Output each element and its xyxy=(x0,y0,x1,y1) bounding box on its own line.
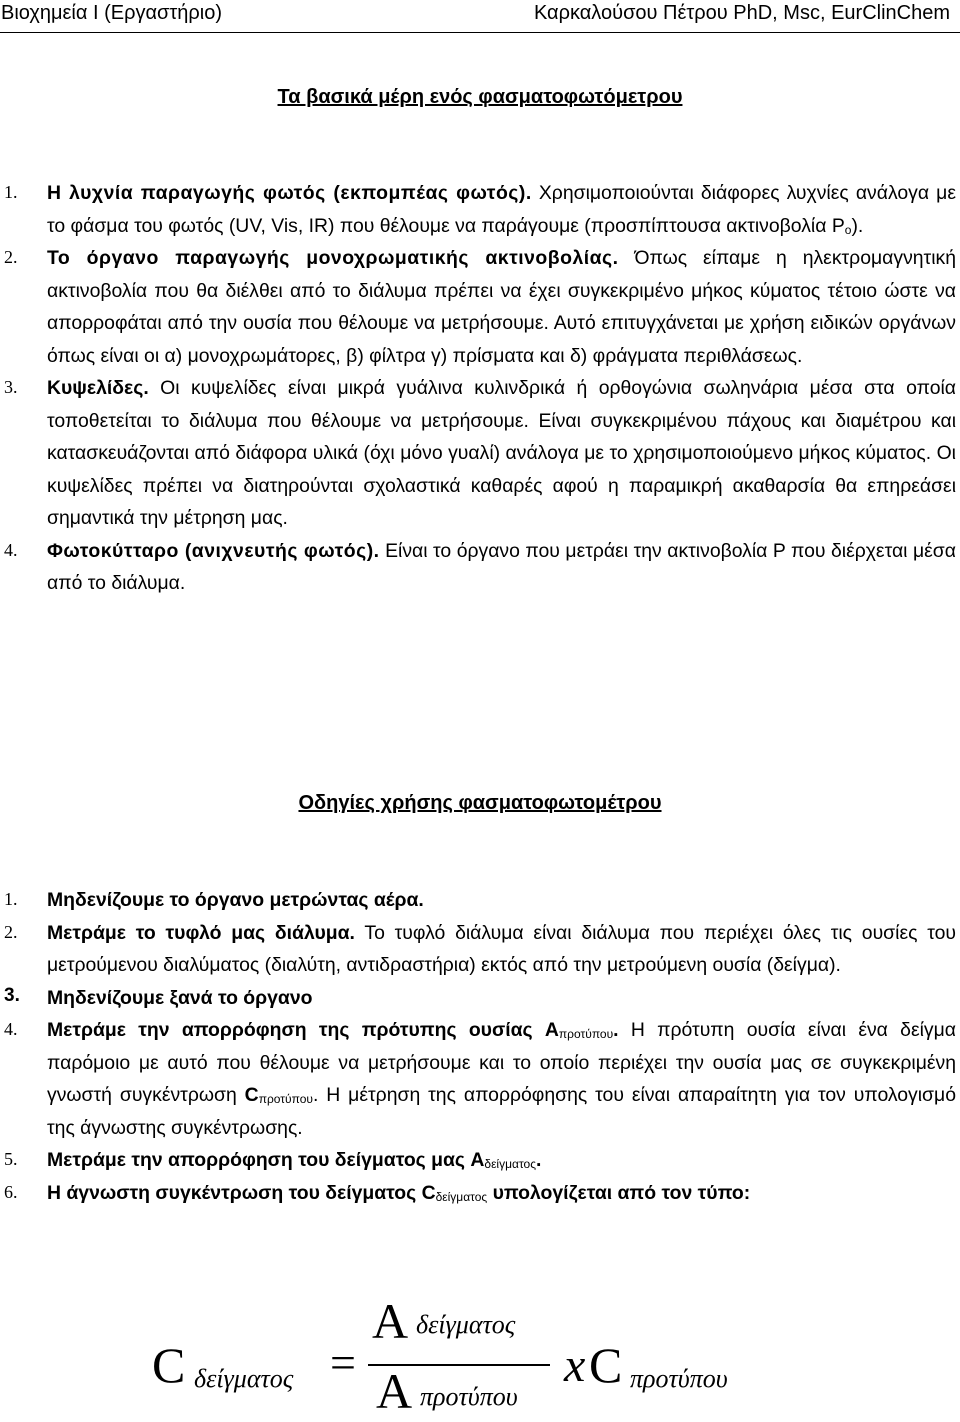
header-course: Βιοχημεία Ι (Εργαστήριο) xyxy=(1,2,223,24)
item-number: 3. xyxy=(4,984,20,1006)
formula-numerator: A xyxy=(372,1293,409,1349)
formula-equals: = xyxy=(330,1337,356,1388)
section1-title: Τα βασικά μέρη ενός φασματοφωτόμετρου xyxy=(277,86,683,108)
item-heading: Η άγνωστη συγκέντρωση του δείγματος C xyxy=(47,1181,436,1204)
item-text-sub: προτύπου xyxy=(258,1092,313,1106)
list-item xyxy=(0,177,960,242)
item-tail: . xyxy=(535,1149,542,1171)
item-sub: δείγματος xyxy=(484,1157,536,1171)
item-text: Χρησιμοποιούνται διάφορες λυχνίες ανάλογα με το φάσμα του φωτός (UV, Vis, IR) που θέλουμε να παράγουμε (προσπίπτουσα ακτινοβολία P xyxy=(47,182,956,237)
item-text-bold: C xyxy=(244,1084,259,1106)
item-tail: ). xyxy=(851,214,864,237)
item-number: 5. xyxy=(4,1149,18,1169)
formula-times: x xyxy=(564,1339,586,1392)
item-text: Το τυφλό διάλυμα είναι διάλυμα που περιέχει όλες τις ουσίες του μετρούμενου διαλύματος (διαλύτη, αντιδραστήρια) εκτός από την μετρούμενη ουσία (δείγμα). xyxy=(47,921,956,976)
section2-list xyxy=(0,884,960,1209)
item-text: Η πρότυπη ουσία είναι ένα δείγμα παρόμοιο με αυτό που θέλουμε να μετρήσουμε και το οποίο περιέχει την ουσία μας σε συγκεκριμένη γνωστή συγκέντρωση xyxy=(47,1019,956,1106)
item-heading: Το όργανο παραγωγής μονοχρωματικής ακτινοβολίας. xyxy=(47,247,619,269)
item-text-2: . Η μέτρηση της απορρόφησης του είναι απαραίτητη για τον υπολογισμό της άγνωστης συγκέντρωσης. xyxy=(47,1084,956,1139)
list-item xyxy=(0,1144,960,1177)
item-number: 2. xyxy=(4,921,18,942)
header-author: Καρκαλούσου Πέτρου PhD, Msc, EurClinChem xyxy=(533,2,950,24)
item-heading: Κυψελίδες. xyxy=(47,377,149,399)
item-heading: Μετράμε την απορρόφηση της πρότυπης ουσίας A xyxy=(47,1019,559,1041)
list-item xyxy=(0,1177,960,1210)
item-heading: Μετράμε την απορρόφηση του δείγματος μας A xyxy=(47,1149,485,1171)
list-item xyxy=(0,242,960,372)
list-item xyxy=(0,535,960,600)
item-sub: προτύπου xyxy=(558,1027,614,1041)
item-tail: υπολογίζεται από τον τύπο: xyxy=(487,1181,751,1204)
item-number: 4. xyxy=(4,539,18,560)
item-number: 6. xyxy=(4,1181,18,1202)
concentration-formula xyxy=(0,1293,960,1420)
section1-list xyxy=(0,177,960,600)
item-number: 1. xyxy=(4,889,18,909)
list-item xyxy=(0,1014,960,1144)
formula-rhs-sub: προτύπου xyxy=(630,1364,728,1393)
item-number: 2. xyxy=(4,247,18,267)
item-number: 1. xyxy=(4,182,18,202)
list-item xyxy=(0,917,960,982)
item-sub: δείγματος xyxy=(435,1189,488,1204)
formula-denominator: A xyxy=(376,1363,413,1419)
list-item xyxy=(0,884,960,917)
formula-lhs: C xyxy=(152,1337,186,1393)
list-item xyxy=(0,372,960,535)
item-heading: Φωτοκύτταρο (ανιχνευτής φωτός). xyxy=(47,539,380,562)
section2-title: Οδηγίες χρήσης φασματοφωτομέτρου xyxy=(298,792,662,814)
item-heading: Μηδενίζουμε ξανά το όργανο xyxy=(47,986,313,1009)
item-number: 3. xyxy=(4,377,18,397)
item-heading: Μετράμε το τυφλό μας διάλυμα. xyxy=(47,921,355,944)
list-item xyxy=(0,982,960,1015)
formula-denominator-sub: προτύπου xyxy=(420,1382,518,1411)
item-heading: Μηδενίζουμε το όργανο μετρώντας αέρα. xyxy=(47,889,424,911)
item-tail: . xyxy=(613,1019,619,1041)
item-sub: o xyxy=(844,222,852,237)
formula-numerator-sub: δείγματος xyxy=(416,1310,516,1339)
formula-rhs: C xyxy=(589,1337,623,1393)
item-heading: Η λυχνία παραγωγής φωτός (εκπομπέας φωτός). xyxy=(47,182,532,204)
item-number: 4. xyxy=(4,1019,18,1039)
page-header xyxy=(0,0,960,33)
formula-lhs-sub: δείγματος xyxy=(194,1364,294,1393)
item-text: Όπως είπαμε η ηλεκτρομαγνητική ακτινοβολία που θα διέλθει από το διάλυμα πρέπει να έχει συγκεκριμένο μήκος κύματος τέτοιο ώστε να απορροφάται από την ουσία που θέλουμε να μετρήσουμε. Αυτό επιτυγχάνεται με χρήση ειδικών οργάνων όπως είναι οι α) μονοχρωμάτορες, β) φίλτρα γ) πρίσματα και δ) φράγματα περιθλάσεως. xyxy=(47,247,957,367)
item-text: Είναι το όργανο που μετράει την ακτινοβολία P που διέρχεται μέσα από το διάλυμα. xyxy=(47,539,956,594)
item-text: Οι κυψελίδες είναι μικρά γυάλινα κυλινδρικά ή ορθογώνια σωληνάρια μέσα στα οποία τοποθετείται το διάλυμα που θέλουμε να μετρήσουμε. Είναι συγκεκριμένου πάχους και διαμέτρου και κατασκευάζονται από διάφορα υλικά (όχι μόνο γυαλί) ανάλογα με το χρησιμοποιούμενο μήκος κύματος. Οι κυψελίδες πρέπει να διατηρούνται σχολαστικά καθαρές αφού η παραμικρή ακαθαρσία θα επηρεάσει σημαντικά την μέτρηση μας. xyxy=(47,377,956,529)
